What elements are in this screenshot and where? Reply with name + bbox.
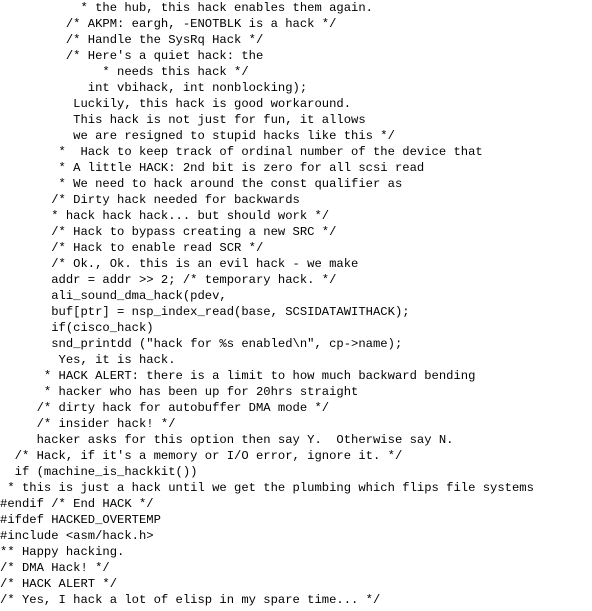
code-line: /* Handle the SysRq Hack */ bbox=[0, 33, 264, 47]
code-line: This hack is not just for fun, it allows bbox=[0, 113, 366, 127]
code-line: * Hack to keep track of ordinal number of the device that bbox=[0, 145, 483, 159]
code-line: /* Hack to enable read SCR */ bbox=[0, 241, 264, 255]
code-line: * hack hack hack... but should work */ bbox=[0, 209, 330, 223]
code-line: addr = addr >> 2; /* temporary hack. */ bbox=[0, 273, 337, 287]
code-line: snd_printdd ("hack for %s enabled\n", cp->name); bbox=[0, 337, 403, 351]
code-line: Luckily, this hack is good workaround. bbox=[0, 97, 352, 111]
code-line: ** Happy hacking. bbox=[0, 545, 125, 559]
code-line: Yes, it is hack. bbox=[0, 353, 176, 367]
code-line: #endif /* End HACK */ bbox=[0, 497, 154, 511]
code-line: /* HACK ALERT */ bbox=[0, 577, 118, 591]
code-line: /* AKPM: eargh, -ENOTBLK is a hack */ bbox=[0, 17, 337, 31]
code-line: /* dirty hack for autobuffer DMA mode */ bbox=[0, 401, 330, 415]
code-line: /* Ok., Ok. this is an evil hack - we make bbox=[0, 257, 359, 271]
code-line: we are resigned to stupid hacks like this */ bbox=[0, 129, 395, 143]
code-line: if(cisco_hack) bbox=[0, 321, 154, 335]
code-line: /* insider hack! */ bbox=[0, 417, 176, 431]
code-line: * We need to hack around the const qualifier as bbox=[0, 177, 403, 191]
code-line: #ifdef HACKED_OVERTEMP bbox=[0, 513, 161, 527]
code-line: * hacker who has been up for 20hrs straight bbox=[0, 385, 359, 399]
code-line: * needs this hack */ bbox=[0, 65, 249, 79]
code-line: * this is just a hack until we get the plumbing which flips file systems bbox=[0, 481, 534, 495]
code-line: hacker asks for this option then say Y. Otherwise say N. bbox=[0, 433, 454, 447]
code-line: * A little HACK: 2nd bit is zero for all scsi read bbox=[0, 161, 425, 175]
code-line: /* DMA Hack! */ bbox=[0, 561, 110, 575]
code-line: /* Dirty hack needed for backwards bbox=[0, 193, 300, 207]
code-line: /* Here's a quiet hack: the bbox=[0, 49, 264, 63]
code-line: * HACK ALERT: there is a limit to how much backward bending bbox=[0, 369, 476, 383]
code-line: /* Yes, I hack a lot of elisp in my spare time... */ bbox=[0, 593, 381, 607]
code-line: #include <asm/hack.h> bbox=[0, 529, 154, 543]
code-line: ali_sound_dma_hack(pdev, bbox=[0, 289, 227, 303]
code-line: * the hub, this hack enables them again. bbox=[0, 1, 373, 15]
code-line: /* Hack, if it's a memory or I/O error, ignore it. */ bbox=[0, 449, 403, 463]
code-line: int vbihack, int nonblocking); bbox=[0, 81, 308, 95]
code-line: /* Hack to bypass creating a new SRC */ bbox=[0, 225, 337, 239]
code-line: buf[ptr] = nsp_index_read(base, SCSIDATAWITHACK); bbox=[0, 305, 410, 319]
code-line: if (machine_is_hackkit()) bbox=[0, 465, 198, 479]
